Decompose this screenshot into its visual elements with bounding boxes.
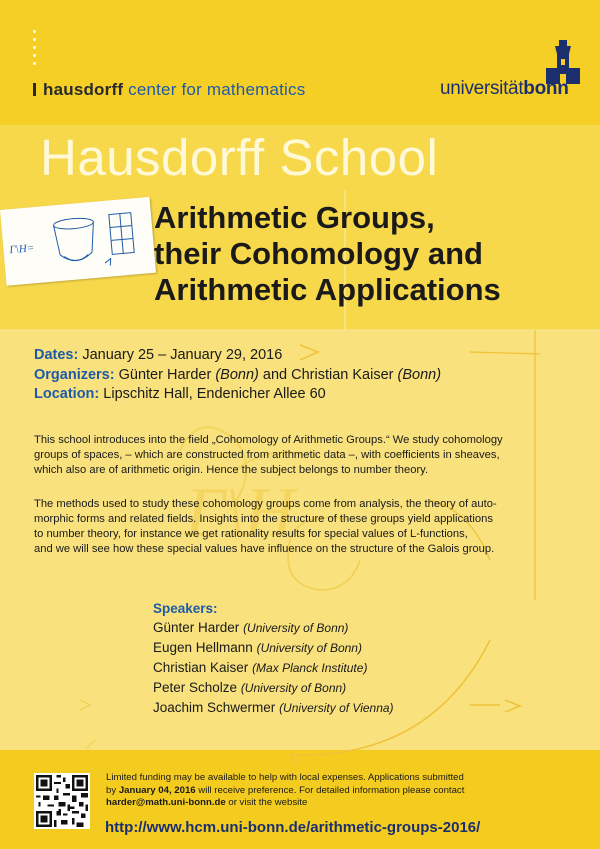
organizer-affiliation: (Bonn) [397, 366, 442, 383]
paragraph-line: morphic forms and related fields. Insights into the structure of these groups yield applications [34, 513, 493, 525]
description-paragraph-2 [34, 497, 566, 557]
location-label: Location: [34, 386, 100, 402]
qr-code-icon[interactable] [34, 773, 90, 829]
header-band [0, 0, 600, 125]
footer-line [106, 797, 576, 810]
hcm-dots-decoration [33, 30, 37, 70]
paragraph-line: This school introduces into the field „Cohomology of Arithmetic Groups.“ We study cohomology [34, 434, 503, 446]
speaker-item [153, 658, 394, 678]
paragraph-line: The methods used to study these cohomology groups come from analysis, the theory of auto- [34, 498, 497, 510]
school-title: Hausdorff School [40, 129, 439, 186]
location-value: Lipschitz Hall, Endenicher Allee 60 [103, 386, 326, 402]
footer-line2-pre: by [106, 784, 117, 796]
organizers-row [34, 366, 441, 386]
svg-text:Γ\H: Γ\H [185, 474, 295, 551]
university-bonn-logo [440, 78, 569, 100]
main-title [154, 200, 594, 308]
organizers-label: Organizers: [34, 366, 115, 383]
organizers-and: and [262, 366, 288, 383]
application-deadline: January 04, 2016 [118, 784, 196, 796]
speaker-name: Eugen Hellmann [153, 640, 253, 655]
cusp-sketch-drawing [0, 197, 156, 286]
speaker-affiliation: (University of Vienna) [279, 701, 394, 715]
speaker-item [153, 698, 394, 718]
event-details [34, 346, 441, 405]
uni-logo-word1: universität [440, 78, 524, 99]
hcm-logo [33, 80, 305, 100]
speaker-name: Peter Scholze [153, 680, 238, 695]
speaker-item [153, 678, 394, 698]
organizer-name: Günter Harder [118, 366, 212, 383]
website-link[interactable]: http://www.hcm.uni-bonn.de/arithmetic-groups-2016/ [105, 819, 481, 836]
footer-line: Limited funding may be available to help with local expenses. Applications submitted [106, 772, 464, 783]
hcm-bar-icon [33, 83, 36, 96]
footer-line [106, 785, 576, 798]
paragraph-line: to number theory, for instance we get rationality results for special values of L-functions, [34, 528, 468, 540]
speaker-affiliation: (University of Bonn) [243, 621, 349, 635]
speaker-name: Günter Harder [153, 620, 240, 635]
speaker-name: Christian Kaiser [153, 660, 249, 675]
dates-row [34, 346, 441, 366]
speaker-affiliation: (University of Bonn) [240, 681, 347, 695]
footer-line3-post: or visit the website [228, 797, 308, 808]
location-row [34, 385, 441, 405]
dates-value: January 25 – January 29, 2016 [82, 347, 283, 363]
sketch-card [0, 197, 156, 286]
speaker-item [153, 638, 394, 658]
paragraph-line: and we will see how these special values have influence on the structure of the Galois group. [34, 543, 495, 555]
speakers-section [153, 599, 394, 718]
hcm-logo-word2: center for mathematics [128, 80, 306, 99]
speakers-header: Speakers: [153, 601, 218, 616]
speaker-affiliation: (University of Bonn) [256, 641, 362, 655]
title-line: Arithmetic Groups, [154, 200, 435, 235]
speaker-item [153, 618, 394, 638]
speaker-name: Joachim Schwermer [153, 700, 276, 715]
hcm-logo-word1: hausdorff [43, 80, 124, 99]
speaker-affiliation: (Max Planck Institute) [252, 661, 368, 675]
footer-line2-post: will receive preference. For detailed information please contact [198, 784, 465, 796]
footer-funding-text [106, 772, 576, 810]
paragraph-line: groups of spaces, – which are constructed from arithmetic data –, with coefficients in sheaves, [34, 449, 500, 461]
paragraph-line: which also are of arithmetic origin. Hence the subject belongs to number theory. [34, 464, 429, 476]
dates-label: Dates: [34, 347, 79, 363]
uni-logo-word2: bonn [523, 78, 569, 99]
organizer-affiliation: (Bonn) [215, 366, 259, 383]
sketch-label: Γ\H= [9, 242, 35, 257]
organizer-name: Christian Kaiser [291, 366, 394, 383]
description-paragraph-1 [34, 433, 566, 478]
title-line: their Cohomology and [154, 236, 483, 271]
contact-email-link[interactable]: harder@math.uni-bonn.de [106, 797, 226, 808]
title-line: Arithmetic Applications [154, 272, 501, 307]
